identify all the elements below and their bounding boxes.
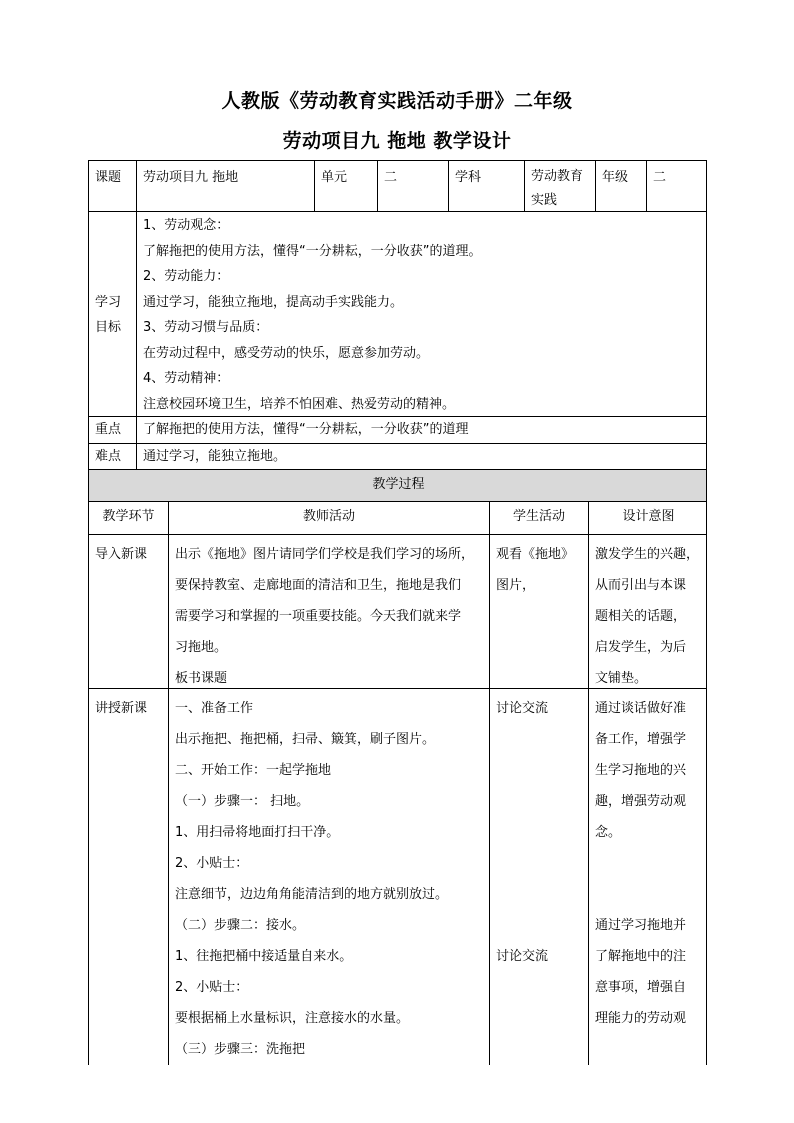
text-line: 通过学习拖地并 (595, 918, 687, 933)
text-line: （三）步骤三：洗拖把 (175, 1042, 306, 1057)
topic-label: 课题 (89, 161, 137, 212)
grade-value: 二 (647, 161, 707, 212)
text-line: 出示拖把、拖把桶，扫帚、簸箕，刷子图片。 (175, 732, 436, 747)
text-line: 1、用扫帚将地面打扫干净。 (175, 825, 340, 840)
process-header: 教学过程 (89, 470, 707, 502)
text-line: 一、准备工作 (175, 701, 254, 716)
text-line: 了解拖地中的注 (595, 949, 687, 964)
document-subtitle: 劳动项目九 拖地 教学设计 (282, 130, 512, 152)
text-line: 出示《拖地》图片请同学们学校是我们学习的场所， (175, 547, 475, 562)
document-title: 人教版《劳动教育实践活动手册》二年级 (221, 90, 573, 112)
column-header-intent: 设计意图 (589, 502, 707, 535)
objective-line: 1、劳动观念： (143, 218, 230, 233)
process-table (88, 469, 707, 1065)
text-line: 观看《拖地》 (496, 547, 575, 562)
text-line: 题相关的话题， (595, 609, 687, 624)
key-point-value: 了解拖把的使用方法，懂得“一分耕耘，一分收获”的道理 (137, 417, 707, 444)
subject-label: 学科 (449, 161, 525, 212)
text-line: 要根据桶上水量标识，注意接水的水量。 (175, 1011, 410, 1026)
text-line: 注意细节，边边角角能清洁到的地方就别放过。 (175, 887, 449, 902)
unit-value: 二 (378, 161, 449, 212)
text-line: 讨论交流 (496, 949, 549, 964)
text-line: 备工作，增强学 (595, 732, 687, 747)
stage-new-lesson: 讲授新课 (89, 689, 169, 1065)
column-header-stage: 教学环节 (89, 502, 169, 535)
grade-label: 年级 (596, 161, 647, 212)
design-intent-intro (589, 535, 707, 689)
text-line: 念。 (595, 825, 622, 840)
key-point-label: 重点 (89, 417, 137, 444)
topic-value: 劳动项目九 拖地 (137, 161, 315, 212)
column-header-teacher: 教师活动 (169, 502, 490, 535)
text-line: 要保持教室、走廊地面的清洁和卫生，拖地是我们 (175, 578, 462, 593)
text-line: 意事项，增强自 (595, 980, 687, 995)
subject-value: 劳动教育实践 (525, 161, 596, 212)
objective-line: 注意校园环境卫生，培养不怕困难、热爱劳动的精神。 (143, 396, 456, 412)
text-line: 文铺垫。 (595, 671, 648, 686)
objective-line: 通过学习，能独立拖地，提高动手实践能力。 (143, 294, 404, 310)
text-line: 二、开始工作：一起学拖地 (175, 763, 332, 778)
text-line: （二）步骤二：接水。 (175, 918, 306, 933)
text-line: 2、小贴士： (175, 856, 249, 871)
text-line: 习拖地。 (175, 640, 228, 655)
text-line: 板书课题 (175, 671, 228, 686)
text-line: 2、小贴士： (175, 980, 249, 995)
design-intent-new-lesson (589, 689, 707, 1065)
stage-intro: 导入新课 (89, 535, 169, 689)
info-table (88, 160, 707, 470)
objective-line: 3、劳动习惯与品质： (143, 320, 269, 335)
text-line: 启发学生，为后 (595, 640, 687, 655)
text-line: 讨论交流 (496, 701, 549, 716)
difficulty-label: 难点 (89, 444, 137, 470)
text-line: 通过谈话做好准 (595, 701, 687, 716)
text-line: 图片， (496, 578, 536, 593)
text-line: 从而引出与本课 (595, 578, 687, 593)
text-line: 理能力的劳动观 (595, 1011, 687, 1026)
objective-line: 2、劳动能力： (143, 269, 230, 284)
objective-line: 在劳动过程中，感受劳动的快乐，愿意参加劳动。 (143, 345, 430, 361)
objective-line: 4、劳动精神： (143, 371, 230, 386)
text-line: 需要学习和掌握的一项重要技能。今天我们就来学 (175, 609, 462, 624)
text-line: 生学习拖地的兴 (595, 763, 687, 778)
text-line: 激发学生的兴趣， (595, 547, 700, 562)
student-activity-intro (490, 535, 589, 689)
text-line: 1、往拖把桶中接适量自来水。 (175, 949, 353, 964)
teacher-activity-intro (169, 535, 490, 689)
text-line: 趣，增强劳动观 (595, 794, 687, 809)
unit-label: 单元 (315, 161, 378, 212)
objectives-content (137, 212, 707, 417)
text-line: （一）步骤一： 扫地。 (175, 794, 310, 809)
difficulty-value: 通过学习，能独立拖地。 (143, 449, 287, 464)
teacher-activity-new-lesson (169, 689, 490, 1065)
objective-line: 了解拖把的使用方法，懂得“一分耕耘，一分收获”的道理。 (143, 243, 482, 259)
objectives-label: 学习目标 (89, 212, 137, 417)
student-activity-new-lesson (490, 689, 589, 1065)
column-header-student: 学生活动 (490, 502, 589, 535)
